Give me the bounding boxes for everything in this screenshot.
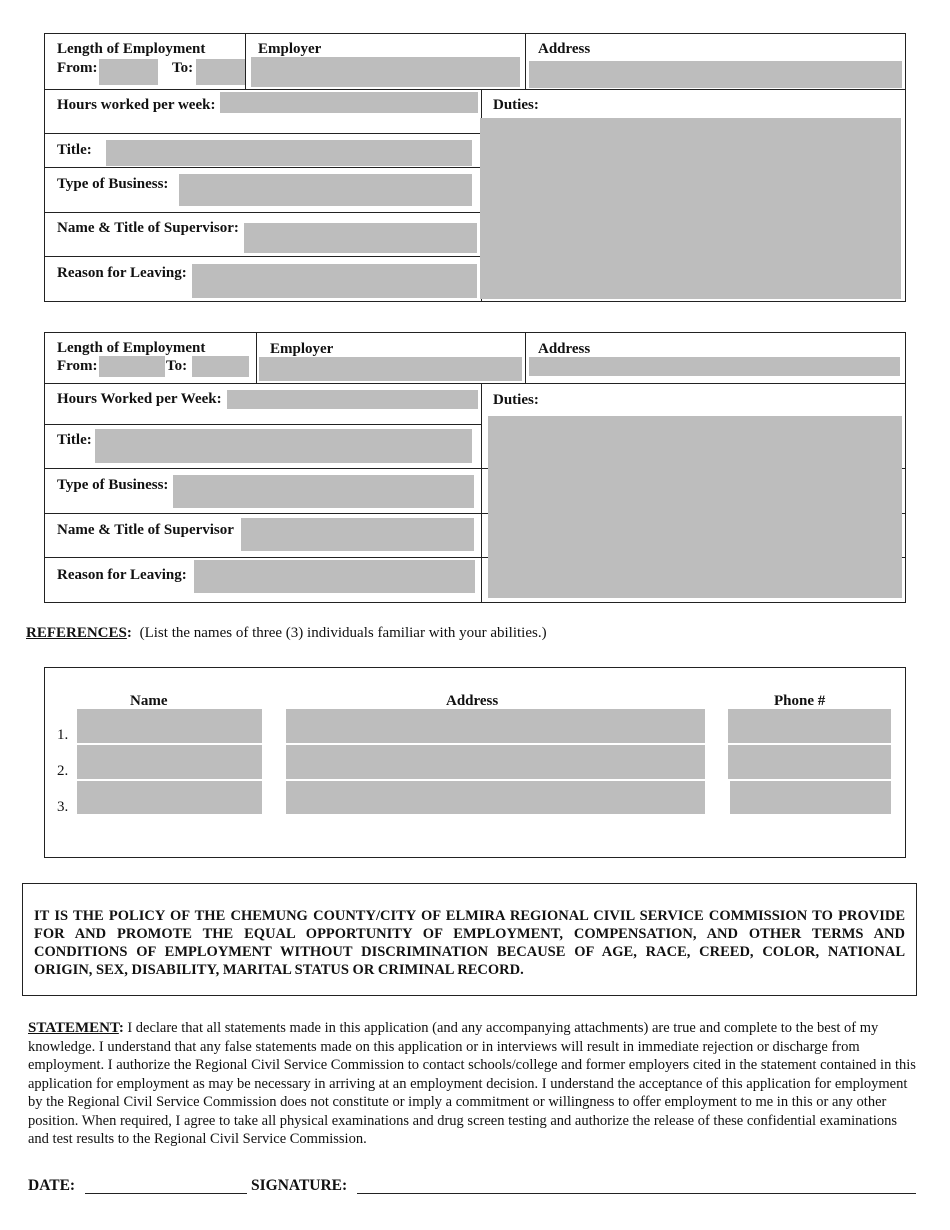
col-header-address: Address: [446, 693, 499, 709]
address-field[interactable]: [529, 357, 900, 376]
divider: [44, 167, 481, 168]
address-label: Address: [538, 41, 591, 57]
statement-body: I declare that all statements made in this application (and any accompanying attachments) are true and complete to the best of my knowledge. I understand that any false statements made on this application or in interviews will result in immediate rejection or discharge from employment. I authorize the Regional Civil Service Commission to contact schools/college and former employers cited in the statement contained in this application for employment as may be necessary in arriving at an employment decision. I understand the acceptance of this application for employment by the Regional Civil Service Commission does not constitute or imply a commitment or willingness to offer employment to me in this or any other position. When required, I agree to take all physical examinations and drug screen testing and authorize the release of these confidential examinations and test results to the Regional Civil Service Commission.: [28, 1020, 916, 1147]
duties-field[interactable]: [488, 416, 902, 598]
from-date-field[interactable]: [99, 59, 158, 85]
address-field[interactable]: [529, 61, 902, 88]
reference-3-address-field[interactable]: [286, 781, 705, 814]
divider: [256, 332, 257, 383]
divider: [481, 383, 482, 603]
divider: [44, 256, 481, 257]
supervisor-field[interactable]: [244, 223, 477, 253]
from-label: From:: [57, 60, 98, 76]
divider: [525, 332, 526, 383]
hours-per-week-field[interactable]: [220, 92, 478, 113]
row-number: 3.: [57, 799, 69, 815]
employer-label: Employer: [258, 41, 322, 57]
reference-2-phone-field[interactable]: [728, 745, 891, 779]
to-date-field[interactable]: [192, 356, 249, 377]
hours-per-week-label: Hours Worked per Week:: [57, 391, 222, 407]
statement-colon: :: [118, 1020, 124, 1036]
references-colon: :: [126, 625, 132, 641]
reference-1-name-field[interactable]: [77, 709, 262, 743]
row-number: 1.: [57, 727, 69, 743]
supervisor-label: Name & Title of Supervisor:: [57, 220, 239, 236]
statement-heading: STATEMENT: [28, 1020, 119, 1036]
address-label: Address: [538, 341, 591, 357]
reason-for-leaving-label: Reason for Leaving:: [57, 265, 187, 281]
divider: [525, 33, 526, 89]
title-field[interactable]: [95, 429, 472, 463]
length-of-employment-label: Length of Employment: [57, 340, 206, 356]
title-label: Title:: [57, 432, 92, 448]
type-of-business-label: Type of Business:: [57, 176, 169, 192]
date-label: DATE:: [28, 1177, 76, 1194]
employer-field[interactable]: [251, 57, 520, 87]
equal-opportunity-policy: IT IS THE POLICY OF THE CHEMUNG COUNTY/CITY OF ELMIRA REGIONAL CIVIL SERVICE COMMISSION TO PROVIDE FOR AND PROMOTE THE EQUAL OPPORTUNITY OF EMPLOYMENT, COMPENSATION, AND OTHER TERMS AND CONDITIONS OF EMPLOYMENT WITHOUT DISCRIMINATION BECAUSE OF AGE, RACE, CREED, COLOR, NATIONAL ORIGIN, SEX, DISABILITY, MARITAL STATUS OR CRIMINAL RECORD.: [34, 908, 905, 978]
signature-label: SIGNATURE:: [251, 1177, 348, 1194]
col-header-phone: Phone #: [774, 693, 826, 709]
reference-3-name-field[interactable]: [77, 781, 262, 814]
col-header-name: Name: [130, 693, 168, 709]
row-number: 2.: [57, 763, 69, 779]
type-of-business-field[interactable]: [179, 174, 472, 206]
reason-for-leaving-field[interactable]: [194, 560, 475, 593]
reference-1-phone-field[interactable]: [728, 709, 891, 743]
type-of-business-label: Type of Business:: [57, 477, 169, 493]
divider: [44, 424, 481, 425]
references-heading-line: [26, 625, 547, 642]
reference-1-address-field[interactable]: [286, 709, 705, 743]
duties-label: Duties:: [493, 392, 539, 408]
employer-label: Employer: [270, 341, 334, 357]
reason-for-leaving-label: Reason for Leaving:: [57, 567, 187, 583]
references-instruction: (List the names of three (3) individuals familiar with your abilities.): [139, 625, 547, 641]
supervisor-field[interactable]: [241, 518, 474, 551]
divider: [44, 133, 481, 134]
employer-field[interactable]: [259, 357, 522, 381]
to-label: To:: [172, 60, 194, 76]
statement-paragraph: [28, 1019, 920, 1149]
divider: [44, 212, 481, 213]
from-label: From:: [57, 358, 98, 374]
to-date-field[interactable]: [196, 59, 245, 85]
supervisor-label: Name & Title of Supervisor: [57, 522, 234, 538]
title-field[interactable]: [106, 140, 472, 166]
title-label: Title:: [57, 142, 92, 158]
date-line[interactable]: [85, 1193, 247, 1194]
type-of-business-field[interactable]: [173, 475, 474, 508]
divider: [44, 89, 906, 90]
reference-2-address-field[interactable]: [286, 745, 705, 779]
reference-3-phone-field[interactable]: [730, 781, 891, 814]
from-date-field[interactable]: [99, 356, 165, 377]
to-label: To:: [166, 358, 188, 374]
divider: [245, 33, 246, 89]
signature-line[interactable]: [357, 1193, 916, 1194]
divider: [44, 383, 906, 384]
hours-per-week-field[interactable]: [227, 390, 478, 409]
reference-2-name-field[interactable]: [77, 745, 262, 779]
duties-field[interactable]: [480, 118, 901, 299]
length-of-employment-label: Length of Employment: [57, 41, 206, 57]
references-heading: REFERENCES: [26, 625, 127, 641]
reason-for-leaving-field[interactable]: [192, 264, 477, 298]
duties-label: Duties:: [493, 97, 539, 113]
hours-per-week-label: Hours worked per week:: [57, 97, 216, 113]
